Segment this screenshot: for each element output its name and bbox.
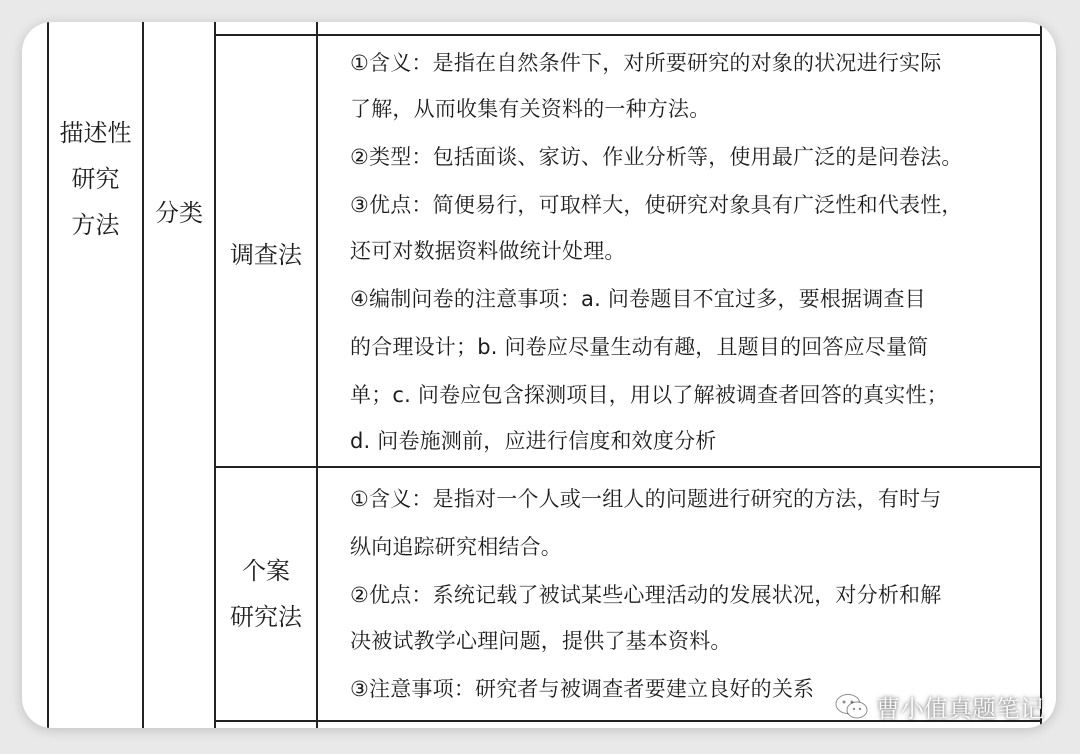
text-line: ②优点：系统记载了被试某些心理活动的发展状况，对分析和解 [350, 583, 942, 607]
watermark [834, 689, 1044, 724]
text-line: 纵向追踪研究相结合。 [350, 535, 562, 559]
col1-category-label: 描述性 研究 方法 [59, 119, 132, 239]
text-line: 的合理设计；b. 问卷应尽量生动有趣，且题目的回答应尽量简 [350, 335, 929, 359]
text-line: ①含义：是指对一个人或一组人的问题进行研究的方法，有时与 [350, 487, 942, 511]
text-line: 决被试教学心理问题，提供了基本资料。 [350, 629, 732, 653]
text-line: 还可对数据资料做统计处理。 [350, 239, 626, 263]
text-line: ②类型：包括面谈、家访、作业分析等，使用最广泛的是问卷法。 [350, 145, 963, 169]
text-line: ③注意事项：研究者与被调查者要建立良好的关系 [350, 677, 815, 701]
document-card [22, 22, 1056, 728]
method-case-study-label: 个案 研究法 [230, 557, 302, 631]
col2-classification-label: 分类 [155, 199, 203, 227]
text-line: ①含义：是指在自然条件下，对所要研究的对象的状况进行实际 [350, 51, 942, 75]
table-divider-3 [316, 22, 318, 728]
wechat-icon [834, 692, 870, 722]
row-divider-mid [214, 466, 1042, 468]
text-line: ③优点：简便易行，可取样大，使研究对象具有广泛性和代表性， [350, 193, 963, 217]
text-line: d. 问卷施测前，应进行信度和效度分析 [350, 429, 717, 453]
watermark-text: 曹小值真题笔记 [876, 695, 1044, 723]
row-divider-top [214, 34, 1042, 36]
text-line: 了解，从而收集有关资料的一种方法。 [350, 97, 711, 121]
text-line: ④编制问卷的注意事项：a. 问卷题目不宜过多，要根据调查目 [350, 287, 926, 311]
text-line: 单；c. 问卷应包含探测项目，用以了解被调查者回答的真实性； [350, 383, 948, 407]
table-divider-1 [142, 22, 144, 728]
method-survey-label: 调查法 [230, 241, 302, 269]
table-border-right [1040, 22, 1042, 728]
